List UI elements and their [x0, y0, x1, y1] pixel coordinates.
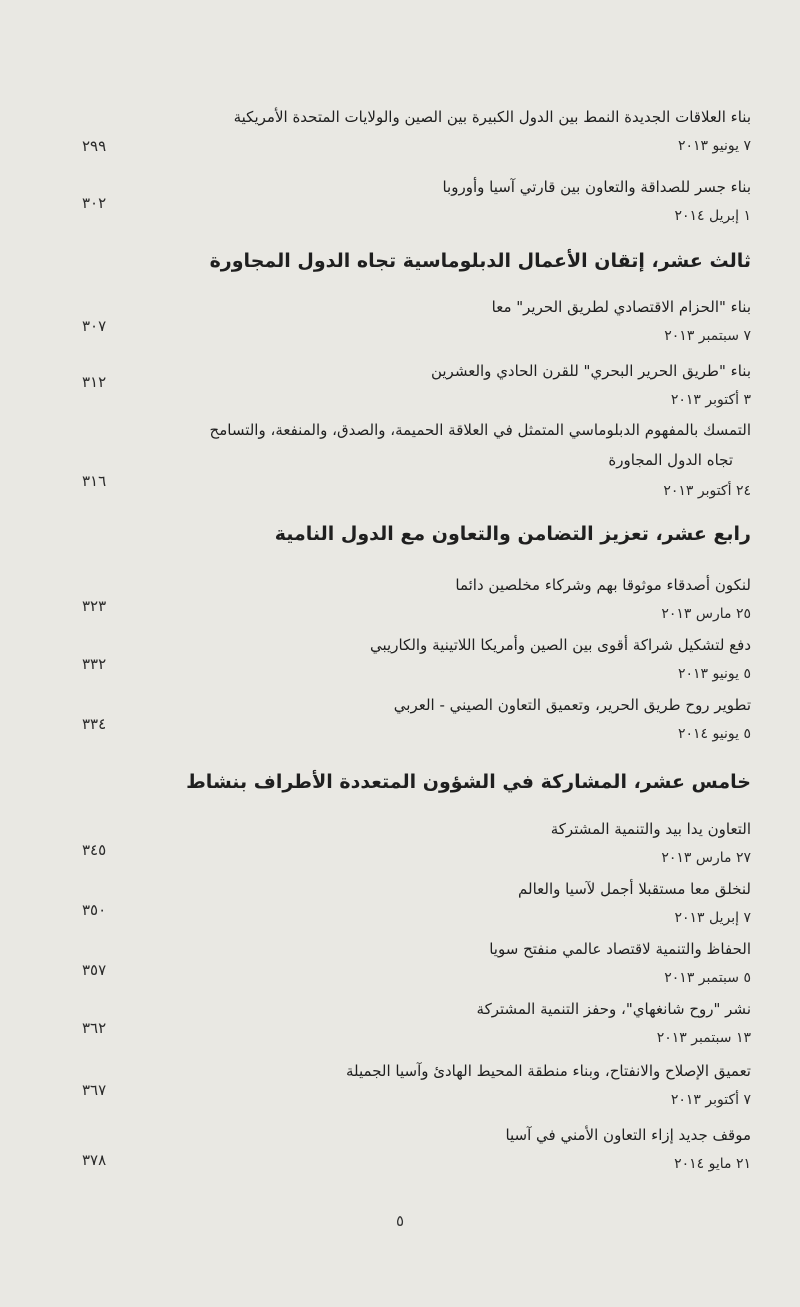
- entry-date: ١٣ سبتمبر ٢٠١٣: [656, 1030, 751, 1046]
- entry-page-number: ٢٩٩: [82, 137, 107, 155]
- entry-date: ٧ إبريل ٢٠١٣: [674, 910, 751, 926]
- toc-entry: [0, 176, 800, 236]
- toc-entry: [0, 938, 800, 998]
- entry-title: نشر "روح شانغهاي"، وحفز التنمية المشتركة: [476, 1000, 751, 1018]
- entry-title: بناء "الحزام الاقتصادي لطريق الحرير" معا: [491, 298, 751, 316]
- entry-title: لنخلق معا مستقبلا أجمل لآسيا والعالم: [518, 880, 751, 898]
- page-folio: ٥: [395, 1212, 405, 1230]
- toc-entry: [0, 415, 800, 505]
- entry-title: التعاون يدا بيد والتنمية المشتركة: [550, 820, 751, 838]
- toc-entry: [0, 574, 800, 634]
- entry-page-number: ٣١٦: [82, 472, 107, 490]
- toc-entry: [0, 634, 800, 694]
- toc-entry: [0, 1060, 800, 1120]
- entry-title: تطوير روح طريق الحرير، وتعميق التعاون الصيني - العربي: [393, 696, 751, 714]
- entry-date: ٧ أكتوبر ٢٠١٣: [670, 1092, 751, 1108]
- entry-date: ٢٤ أكتوبر ٢٠١٣: [663, 483, 751, 499]
- entry-title: بناء جسر للصداقة والتعاون بين قارتي آسيا وأوروبا: [442, 178, 751, 196]
- entry-date: ٥ سبتمبر ٢٠١٣: [664, 970, 751, 986]
- entry-page-number: ٣٥٧: [82, 961, 107, 979]
- entry-title-line-1: التمسك بالمفهوم الدبلوماسي المتمثل في العلاقة الحميمة، والصدق، والمنفعة، والتسامح: [209, 421, 751, 439]
- entry-title: موقف جديد إزاء التعاون الأمني في آسيا: [505, 1126, 751, 1144]
- entry-page-number: ٣٥٠: [82, 901, 107, 919]
- entry-date: ٢١ مايو ٢٠١٤: [674, 1156, 751, 1172]
- entry-page-number: ٣٣٤: [82, 715, 107, 733]
- entry-title: [91, 415, 751, 475]
- section-heading: ثالث عشر، إتقان الأعمال الدبلوماسية تجاه الدول المجاورة: [209, 250, 751, 272]
- entry-date: ٢٧ مارس ٢٠١٣: [661, 850, 751, 866]
- entry-page-number: ٣٣٢: [82, 655, 107, 673]
- section-heading: خامس عشر، المشاركة في الشؤون المتعددة الأطراف بنشاط: [186, 771, 751, 793]
- entry-title: بناء العلاقات الجديدة النمط بين الدول الكبيرة بين الصين والولايات المتحدة الأمريكية: [233, 108, 751, 126]
- entry-page-number: ٣٠٢: [82, 194, 107, 212]
- entry-date: ٢٥ مارس ٢٠١٣: [661, 606, 751, 622]
- toc-entry: [0, 694, 800, 754]
- entry-date: ٣ أكتوبر ٢٠١٣: [670, 392, 751, 408]
- entry-date: ٥ يونيو ٢٠١٣: [678, 666, 751, 682]
- toc-entry: [0, 818, 800, 878]
- entry-page-number: ٣٦٢: [82, 1019, 107, 1037]
- entry-page-number: ٣٤٥: [82, 841, 107, 859]
- toc-entry: [0, 878, 800, 938]
- entry-date: ٧ يونيو ٢٠١٣: [678, 138, 751, 154]
- entry-title: دفع لتشكيل شراكة أقوى بين الصين وأمريكا اللاتينية والكاريبي: [370, 636, 751, 654]
- toc-entry: [0, 106, 800, 166]
- entry-title: تعميق الإصلاح والانفتاح، وبناء منطقة المحيط الهادئ وآسيا الجميلة: [346, 1062, 751, 1080]
- entry-page-number: ٣٠٧: [82, 317, 107, 335]
- entry-date: ١ إبريل ٢٠١٤: [674, 208, 751, 224]
- entry-page-number: ٣٢٣: [82, 597, 107, 615]
- entry-date: ٥ يونيو ٢٠١٤: [678, 726, 751, 742]
- toc-entry: [0, 296, 800, 356]
- entry-page-number: ٣٦٧: [82, 1081, 107, 1099]
- toc-entry: [0, 1124, 800, 1184]
- entry-page-number: ٣٧٨: [82, 1151, 107, 1169]
- entry-date: ٧ سبتمبر ٢٠١٣: [664, 328, 751, 344]
- entry-title: لنكون أصدقاء موثوقا بهم وشركاء مخلصين دائما: [455, 576, 751, 594]
- toc-entry: [0, 360, 800, 420]
- entry-title-line-2: تجاه الدول المجاورة: [608, 451, 733, 469]
- entry-page-number: ٣١٢: [82, 373, 107, 391]
- toc-entry: [0, 998, 800, 1058]
- section-heading: رابع عشر، تعزيز التضامن والتعاون مع الدول النامية: [274, 523, 751, 545]
- entry-title: الحفاظ والتنمية لاقتصاد عالمي منفتح سويا: [489, 940, 751, 958]
- entry-title: بناء "طريق الحرير البحري" للقرن الحادي والعشرين: [430, 362, 751, 380]
